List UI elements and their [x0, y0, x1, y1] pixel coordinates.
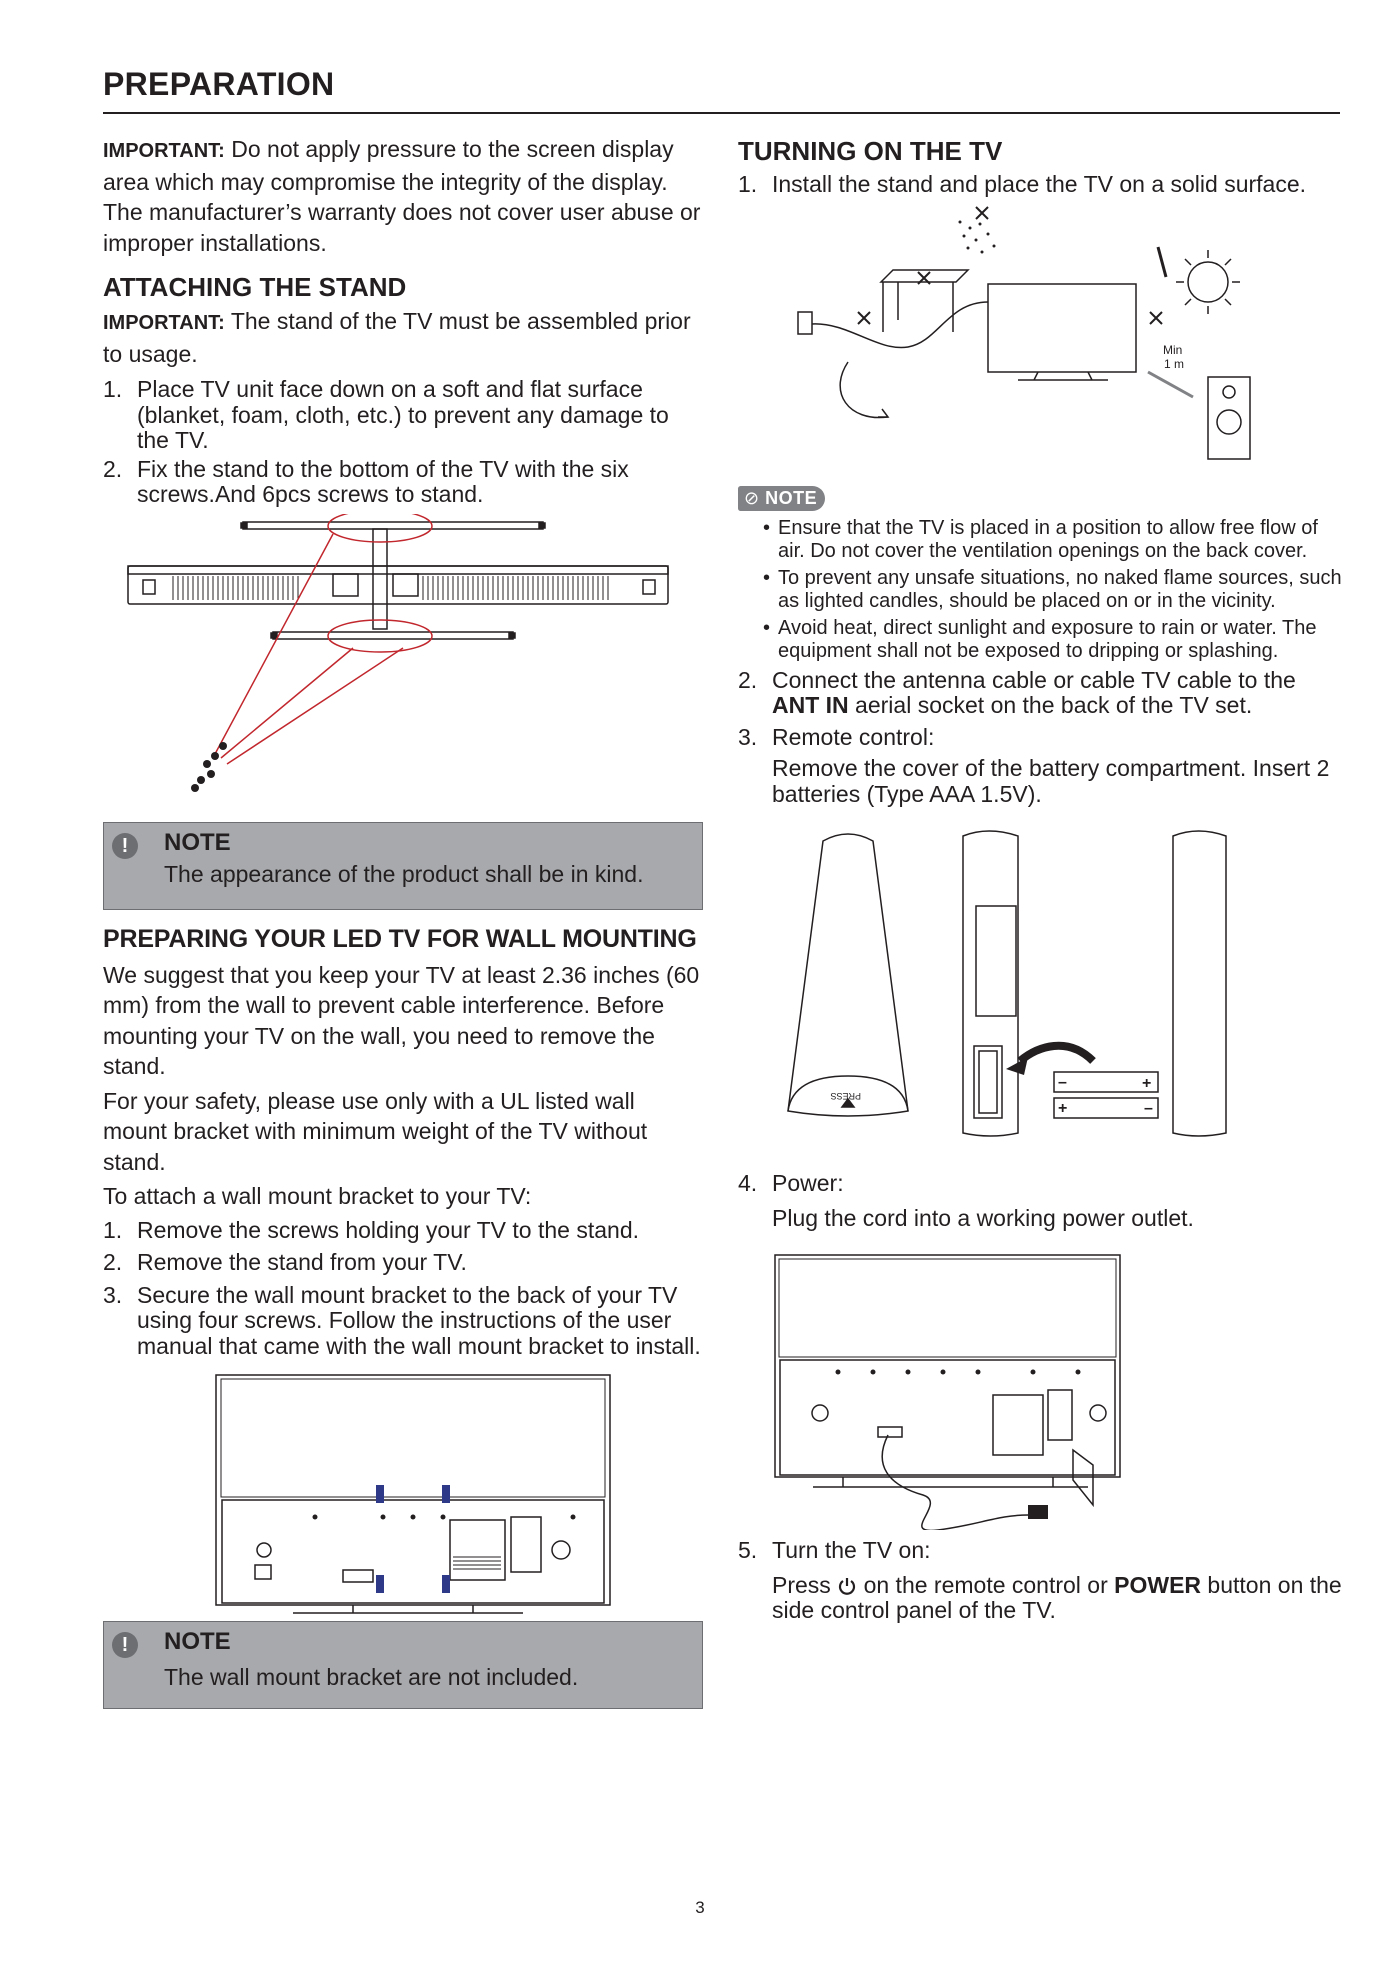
- note-bullet-text: To prevent any unsafe situations, no naked flame sources, such as lighted candles, should be placed on or in the vicinity.: [778, 566, 1342, 612]
- turning-on-step: [738, 725, 1343, 751]
- power-instructions: Plug the cord into a working power outlet.: [772, 1204, 1194, 1231]
- note-text: The appearance of the product shall be in kind.: [164, 860, 644, 887]
- stand-important-note: [103, 306, 703, 369]
- bullet-icon: •: [763, 566, 771, 589]
- step-text: Press: [772, 1571, 838, 1598]
- step-text: Install the stand and place the TV on a solid surface.: [772, 171, 1307, 197]
- stand-assembly-figure: [103, 514, 703, 814]
- stand-steps-list: [103, 377, 703, 508]
- wall-mounting-heading: PREPARING YOUR LED TV FOR WALL MOUNTING: [103, 924, 697, 953]
- note-bullet: [738, 517, 1343, 564]
- wall-mount-note-box: [103, 1621, 703, 1709]
- remote-battery-figure: [738, 821, 1338, 1151]
- step-number: 2.: [103, 455, 123, 482]
- important-intro: [103, 134, 703, 258]
- stand-step: [103, 457, 703, 508]
- tv-placement-figure: [738, 202, 1338, 472]
- note-tag-badge: [738, 486, 825, 511]
- step-number: 1.: [103, 1216, 123, 1243]
- turning-on-heading: TURNING ON THE TV: [738, 136, 1003, 166]
- step-number: 2.: [103, 1249, 123, 1275]
- note-tag: [738, 486, 1343, 511]
- step-text: Place TV unit face down on a soft and flat surface (blanket, foam, cloth, etc.) to prevent any damage to the TV.: [137, 376, 669, 453]
- remote-instructions: Remove the cover of the battery compartment. Insert 2 batteries (Type AAA 1.5V).: [772, 755, 1330, 807]
- turning-on-step: [738, 1171, 1343, 1197]
- wall-mount-step: [103, 1283, 703, 1360]
- turning-on-step-4-list: [738, 1171, 1343, 1197]
- wall-mount-step: [103, 1250, 703, 1276]
- title-divider: [103, 112, 1340, 114]
- paperclip-icon: ⊘: [744, 487, 760, 508]
- step-number: 3.: [103, 1281, 123, 1308]
- left-column: [103, 134, 703, 1709]
- note-bullet-text: Avoid heat, direct sunlight and exposure to rain or water. The equipment shall not be exposed to dripping or splashing.: [778, 616, 1317, 662]
- page-title: PREPARATION: [103, 66, 335, 102]
- note-text: The wall mount bracket are not included.: [164, 1664, 579, 1690]
- turning-on-step-1-list: [738, 172, 1343, 198]
- step-title: Turn the TV on:: [772, 1537, 931, 1563]
- turning-on-step-5-list: [738, 1538, 1343, 1564]
- bullet-icon: •: [763, 516, 771, 539]
- step-number: 3.: [738, 723, 758, 750]
- important-intro-text: Do not apply pressure to the screen display area which may compromise the integrity of the display. The manufacturer’s warranty does not cover user abuse or improper installations.: [103, 136, 701, 256]
- note-bullet-list: [738, 517, 1343, 664]
- step-text: Fix the stand to the bottom of the TV with the six screws.And 6pcs screws to stand.: [137, 455, 629, 507]
- note-bullet-text: Ensure that the TV is placed in a position to allow free flow of air. Do not cover the ventilation openings on the back cover.: [778, 516, 1318, 562]
- wall-mount-steps-list: [103, 1218, 703, 1360]
- power-icon: [837, 1576, 857, 1596]
- step-title: Power:: [772, 1170, 844, 1196]
- turning-on-step: [738, 1538, 1343, 1564]
- note-bullet: [738, 567, 1343, 614]
- tv-power-figure: [738, 1245, 1338, 1530]
- min-distance-value: 1 m: [1164, 356, 1185, 371]
- step-text: Remove the stand from your TV.: [137, 1249, 467, 1275]
- step-number: 1.: [738, 171, 758, 197]
- min-distance-label: Min: [1163, 342, 1183, 357]
- wall-mount-para-1: We suggest that you keep your TV at least 2.36 inches (60 mm) from the wall to prevent cable interference. Before mounting your TV on the wall, you need to remove the stand.: [103, 961, 700, 1079]
- wall-mount-para-3: To attach a wall mount bracket to your TV:: [103, 1183, 532, 1209]
- step-text: Secure the wall mount bracket to the back of your TV using four screws. Follow the instructions of the user manual that came with the wall mount bracket to install.: [137, 1281, 701, 1359]
- step-text: Remove the screws holding your TV to the stand.: [137, 1216, 640, 1243]
- svg-text:+: +: [1142, 1075, 1152, 1092]
- attaching-stand-heading: ATTACHING THE STAND: [103, 272, 407, 302]
- exclamation-circle-icon: !: [112, 833, 138, 859]
- power-button-label: POWER: [1114, 1571, 1202, 1598]
- step-text: on the remote control or: [857, 1571, 1115, 1598]
- step-title: Remote control:: [772, 723, 935, 750]
- stand-important-text: The stand of the TV must be assembled prior to usage.: [103, 308, 691, 367]
- step-number: 1.: [103, 376, 123, 402]
- step-number: 2.: [738, 666, 758, 693]
- note-bullet: [738, 617, 1343, 664]
- wall-mount-para-2: For your safety, please use only with a UL listed wall mount bracket with minimum weight of the TV without stand.: [103, 1087, 648, 1175]
- step-number: 4.: [738, 1170, 758, 1196]
- svg-text:–: –: [1058, 1074, 1067, 1091]
- tv-back-wall-mount-figure: [103, 1365, 703, 1615]
- stand-step: [103, 377, 703, 454]
- press-label: PRESS: [830, 1091, 861, 1101]
- wall-mount-step: [103, 1218, 703, 1244]
- note-label: NOTE: [164, 828, 231, 856]
- svg-text:+: +: [1058, 1100, 1068, 1117]
- important-label: IMPORTANT:: [103, 140, 225, 162]
- svg-text:–: –: [1144, 1100, 1153, 1117]
- turn-on-instructions: [738, 1573, 1343, 1624]
- turning-on-step: [738, 172, 1343, 198]
- page-number: 3: [695, 1898, 705, 1917]
- step-text: button on the side control panel of the TV.: [772, 1571, 1342, 1623]
- ant-in-label: ANT IN: [772, 692, 849, 718]
- note-label: NOTE: [164, 1628, 231, 1655]
- step-text: aerial socket on the back of the TV set.: [848, 692, 1253, 718]
- note-tag-label: NOTE: [765, 487, 818, 508]
- stand-important-label: IMPORTANT:: [103, 312, 225, 334]
- exclamation-circle-icon: !: [112, 1632, 138, 1658]
- bullet-icon: •: [763, 616, 771, 639]
- turning-on-step: [738, 668, 1343, 719]
- step-number: 5.: [738, 1537, 758, 1563]
- stand-note-box: [103, 822, 703, 910]
- step-text: Connect the antenna cable or cable TV cable to the: [772, 666, 1296, 693]
- turning-on-steps-2-3: [738, 668, 1343, 751]
- right-column: [738, 134, 1343, 1624]
